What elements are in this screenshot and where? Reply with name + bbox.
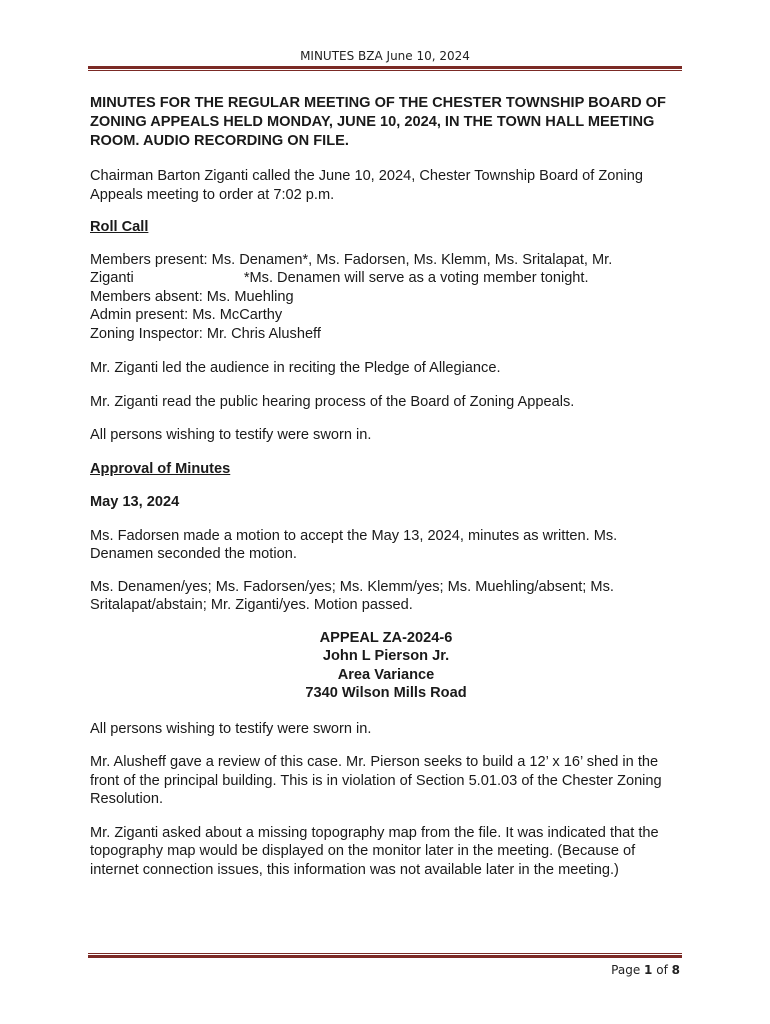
document-body — [90, 94, 682, 879]
sworn-in-paragraph-2: All persons wishing to testify were sworn in. — [90, 720, 372, 737]
approval-motion: Ms. Fadorsen made a motion to accept the May 13, 2024, minutes as written. Ms. Denamen seconded the motion. — [90, 527, 618, 562]
roll-call-block — [90, 251, 682, 344]
footer-rule — [88, 953, 682, 958]
admin-present-line: Admin present: Ms. McCarthy — [90, 307, 283, 323]
members-present-line: Members present: Ms. Denamen*, Ms. Fadorsen, Ms. Klemm, Ms. Sritalapat, Mr. — [90, 251, 613, 268]
sworn-in-paragraph: All persons wishing to testify were sworn in. — [90, 427, 372, 443]
page-current: 1 — [644, 963, 653, 977]
zoning-inspector-line: Zoning Inspector: Mr. Chris Alusheff — [90, 325, 321, 342]
appeal-number: APPEAL ZA-2024-6 — [319, 629, 453, 646]
pledge-paragraph: Mr. Ziganti led the audience in reciting the Pledge of Allegiance. — [90, 360, 501, 376]
running-header: MINUTES BZA June 10, 2024 — [300, 49, 470, 63]
header-rule — [88, 66, 682, 71]
page-number — [611, 963, 680, 977]
members-present-name: Ziganti — [90, 270, 134, 286]
appeal-type: Area Variance — [337, 666, 435, 683]
document-title: MINUTES FOR THE REGULAR MEETING OF THE CHESTER TOWNSHIP BOARD OF ZONING APPEALS HELD MONDAY, JUNE 10, 2024, IN THE TOWN HALL MEETING ROOM. AUDIO RECORDING ON FILE. — [90, 95, 666, 149]
appeal-block — [90, 629, 682, 703]
members-present-line-2 — [90, 269, 682, 288]
review-paragraph: Mr. Alusheff gave a review of this case. Mr. Pierson seeks to build a 12’ x 16’ shed in the front of the principal building. This is in violation of Section 5.01.03 of the Chester Zoning Resolution. — [90, 754, 662, 807]
approval-vote: Ms. Denamen/yes; Ms. Fadorsen/yes; Ms. Klemm/yes; Ms. Muehling/absent; Ms. Sritalapat/abstain; Mr. Ziganti/yes. Motion passed. — [90, 578, 614, 613]
members-absent-line: Members absent: Ms. Muehling — [90, 288, 294, 305]
appeal-address: 7340 Wilson Mills Road — [305, 685, 467, 701]
voting-member-note: *Ms. Denamen will serve as a voting member tonight. — [243, 270, 589, 286]
page-word: Page — [611, 963, 641, 977]
approval-date: May 13, 2024 — [90, 494, 180, 510]
hearing-process-paragraph: Mr. Ziganti read the public hearing process of the Board of Zoning Appeals. — [90, 393, 575, 410]
appeal-applicant: John L Pierson Jr. — [322, 648, 450, 664]
approval-heading: Approval of Minutes — [90, 460, 231, 477]
of-word: of — [656, 963, 668, 977]
intro-paragraph: Chairman Barton Ziganti called the June 10, 2024, Chester Township Board of Zoning Appeals meeting to order at 7:02 p.m. — [90, 168, 644, 203]
page-total: 8 — [671, 963, 680, 977]
topography-paragraph: Mr. Ziganti asked about a missing topography map from the file. It was indicated that the topography map would be displayed on the monitor later in the meeting. (Because of internet connection issues, this information was not available later in the meeting.) — [90, 824, 659, 878]
roll-call-heading: Roll Call — [90, 219, 149, 235]
